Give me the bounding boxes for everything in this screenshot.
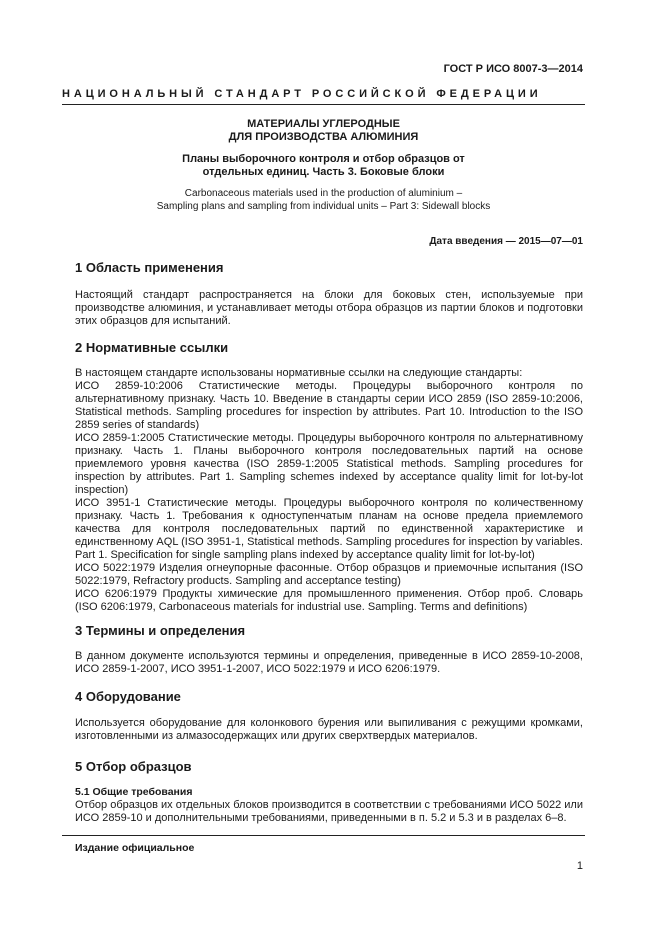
section-4-paragraph: Используется оборудование для колонкового бурения или выпиливания с режущими кромками, изготовленными из алмазосодержащих или других сверхтвердых материалов. [75, 717, 583, 742]
section-2-heading: 2 Нормативные ссылки [75, 340, 229, 355]
page-number: 1 [576, 860, 583, 872]
header-rule [62, 104, 585, 105]
section-4-text [75, 717, 583, 743]
section-1-paragraph: Настоящий стандарт распространяется на блоки для боковых стен, используемые при производстве алюминия, и устанавливает методы отбора образцов из партии блоков и подготовки этих образцов для испытаний. [75, 289, 583, 327]
footer-rule [62, 835, 585, 836]
document-subtitle [62, 153, 585, 179]
section-5-heading: 5 Отбор образцов [75, 759, 192, 774]
edition-label: Издание официальное [75, 842, 195, 854]
english-title-line-2: Sampling plans and sampling from individual units – Part 3: Sidewall blocks [156, 201, 491, 212]
national-standard-title: НАЦИОНАЛЬНЫЙ СТАНДАРТ РОССИЙСКОЙ ФЕДЕРАЦИИ [62, 88, 542, 100]
section-1-text [75, 289, 583, 328]
subtitle-line-1: Планы выборочного контроля и отбор образцов от [182, 153, 465, 165]
section-5-text [75, 799, 583, 825]
reference-iso-2859-10: ИСО 2859-10:2006 Статистические методы. Процедуры выборочного контроля по альтернативному признаку. Часть 10. Введение в стандарты серии ИСО 2859 (ISO 2859-10:2006, Statistical methods. Sampling procedures for inspection by attributes. Part 10. Introduction to the ISO 2859 series of standards) [75, 380, 583, 431]
reference-iso-3951-1: ИСО 3951-1 Статистические методы. Процедуры выборочного контроля по количественному признаку. Часть 1. Требования к одноступенчатым планам на основе предела приемлемого качества для контроля последовательных партий по единственной характеристике и единственному AQL (ISO 3951-1, Statistical methods. Sampling procedures for inspection by variables. Part 1. Specification for single sampling plans indexed by acceptance quality limit for lot-by-lot) [75, 497, 583, 561]
reference-iso-2859-1: ИСО 2859-1:2005 Статистические методы. Процедуры выборочного контроля по альтернативному признаку. Часть 1. Планы выборочного контроля последовательных партий на основе приемлемого уровня качества (ISO 2859-1:2005 Statistical methods. Sampling procedures for inspection by attributes. Part 1. Sampling schemes indexed by acceptance quality limit for lot-by-lot inspection) [75, 432, 583, 496]
section-3-text [75, 650, 583, 676]
section-2-intro: В настоящем стандарте использованы нормативные ссылки на следующие стандарты: [75, 367, 523, 379]
english-title [62, 187, 585, 213]
introduction-date: Дата введения — 2015—07—01 [429, 236, 583, 247]
section-3-paragraph: В данном документе используются термины и определения, приведенные в ИСО 2859-10-2008, ИСО 2859-1-2007, ИСО 3951-1-2007, ИСО 5022:1979 и ИСО 6206:1979. [75, 650, 583, 675]
document-title [62, 118, 585, 144]
title-line-2: ДЛЯ ПРОИЗВОДСТВА АЛЮМИНИЯ [228, 131, 419, 143]
section-4-heading: 4 Оборудование [75, 689, 181, 704]
title-line-1: МАТЕРИАЛЫ УГЛЕРОДНЫЕ [247, 118, 400, 130]
section-2-text [75, 367, 583, 614]
english-title-line-1: Carbonaceous materials used in the production of aluminium – [184, 188, 463, 199]
section-3-heading: 3 Термины и определения [75, 623, 246, 638]
subtitle-line-2: отдельных единиц. Часть 3. Боковые блоки [202, 166, 445, 178]
reference-iso-5022: ИСО 5022:1979 Изделия огнеупорные фасонные. Отбор образцов и приемочные испытания (ISO 5022:1979, Refractory products. Sampling and acceptance testing) [75, 562, 583, 587]
reference-iso-6206: ИСО 6206:1979 Продукты химические для промышленного применения. Отбор проб. Словарь (ISO 6206:1979, Carbonaceous materials for industrial use. Sampling. Terms and definitions) [75, 588, 583, 613]
section-1-heading: 1 Область применения [75, 260, 224, 275]
standard-code: ГОСТ Р ИСО 8007-3—2014 [443, 63, 583, 75]
subsection-5-1-heading: 5.1 Общие требования [75, 786, 193, 798]
section-5-paragraph: Отбор образцов их отдельных блоков производится в соответствии с требованиями ИСО 5022 или ИСО 2859-10 и дополнительными требованиями, приведенными в п. 5.2 и 5.3 и в разделах 6–8. [75, 799, 583, 824]
